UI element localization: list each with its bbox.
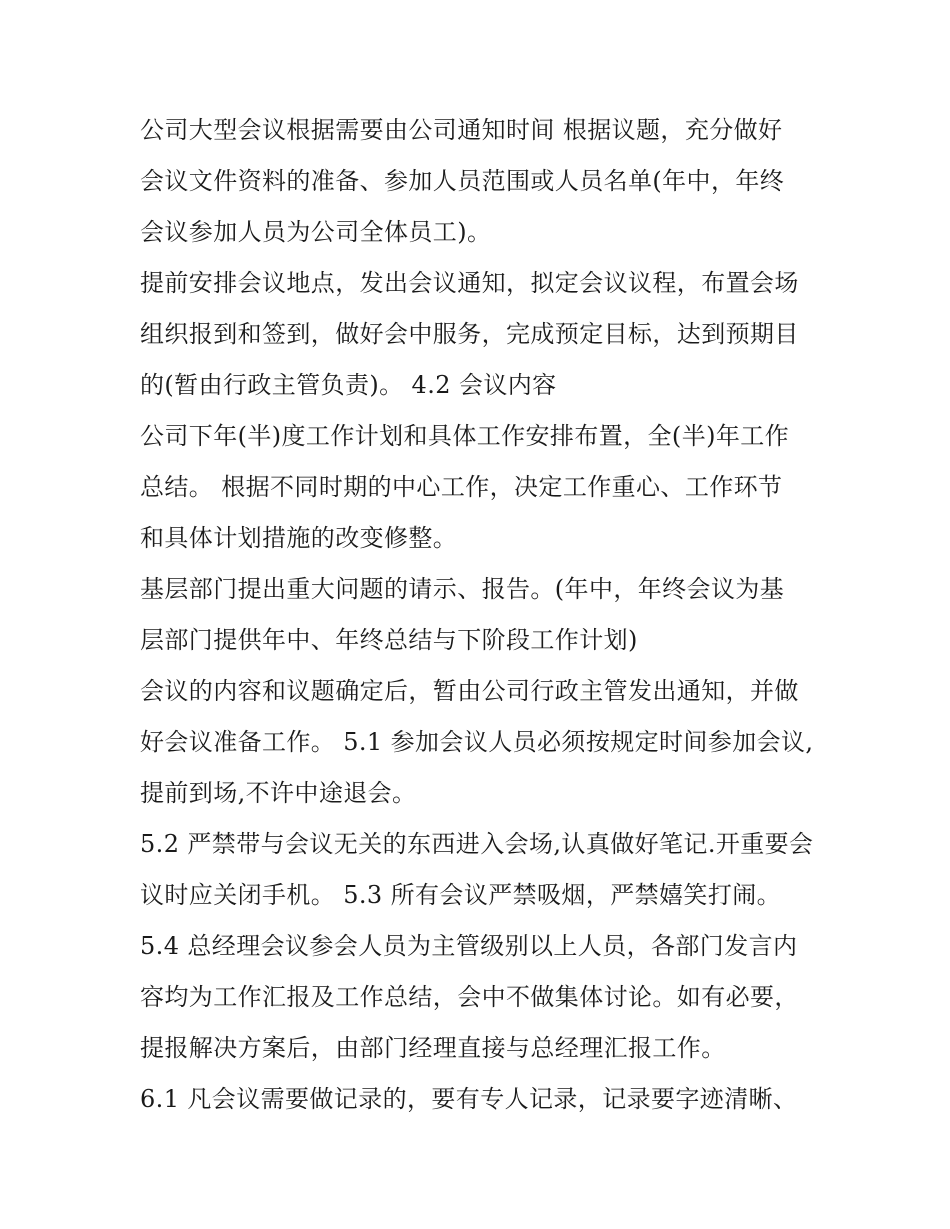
text-line: 公司下年(半)度工作计划和具体工作安排布置，全(半)年工作 [140, 422, 790, 450]
text-line: 提前到场,不许中途退会。 [140, 779, 417, 807]
text-line: 好会议准备工作。 5.1 参加会议人员必须按规定时间参加会议, [140, 728, 814, 756]
text-line: 组织报到和签到，做好会中服务，完成预定目标，达到预期目 [140, 320, 799, 348]
text-line: 的(暂由行政主管负责)。 4.2 会议内容 [140, 371, 557, 399]
text-line: 层部门提供年中、年终总结与下阶段工作计划) [140, 626, 638, 654]
document-body [140, 105, 815, 1125]
text-line: 和具体计划措施的改变修整。 [140, 524, 458, 552]
text-line: 议时应关闭手机。 5.3 所有会议严禁吸烟，严禁嬉笑打闹。 [140, 881, 782, 909]
text-line: 会议文件资料的准备、参加人员范围或人员名单(年中，年终 [140, 167, 785, 195]
text-line: 公司大型会议根据需要由公司通知时间 根据议题，充分做好 [140, 116, 783, 144]
text-line: 基层部门提出重大问题的请示、报告。(年中，年终会议为基 [140, 575, 785, 603]
text-line: 容均为工作汇报及工作总结，会中不做集体讨论。如有必要， [140, 983, 799, 1011]
text-line: 提前安排会议地点，发出会议通知，拟定会议议程，布置会场 [140, 269, 799, 297]
text-line: 会议的内容和议题确定后，暂由公司行政主管发出通知，并做 [140, 677, 799, 705]
text-line: 总结。 根据不同时期的中心工作，决定工作重心、工作环节 [140, 473, 783, 501]
text-line: 5.2 严禁带与会议无关的东西进入会场,认真做好笔记.开重要会 [140, 830, 814, 858]
text-line: 会议参加人员为公司全体员工)。 [140, 218, 492, 246]
text-line: 提报解决方案后，由部门经理直接与总经理汇报工作。 [140, 1034, 726, 1062]
text-line: 5.4 总经理会议参会人员为主管级别以上人员，各部门发言内 [140, 932, 798, 960]
text-line: 6.1 凡会议需要做记录的，要有专人记录，记录要字迹清晰、 [140, 1085, 798, 1113]
